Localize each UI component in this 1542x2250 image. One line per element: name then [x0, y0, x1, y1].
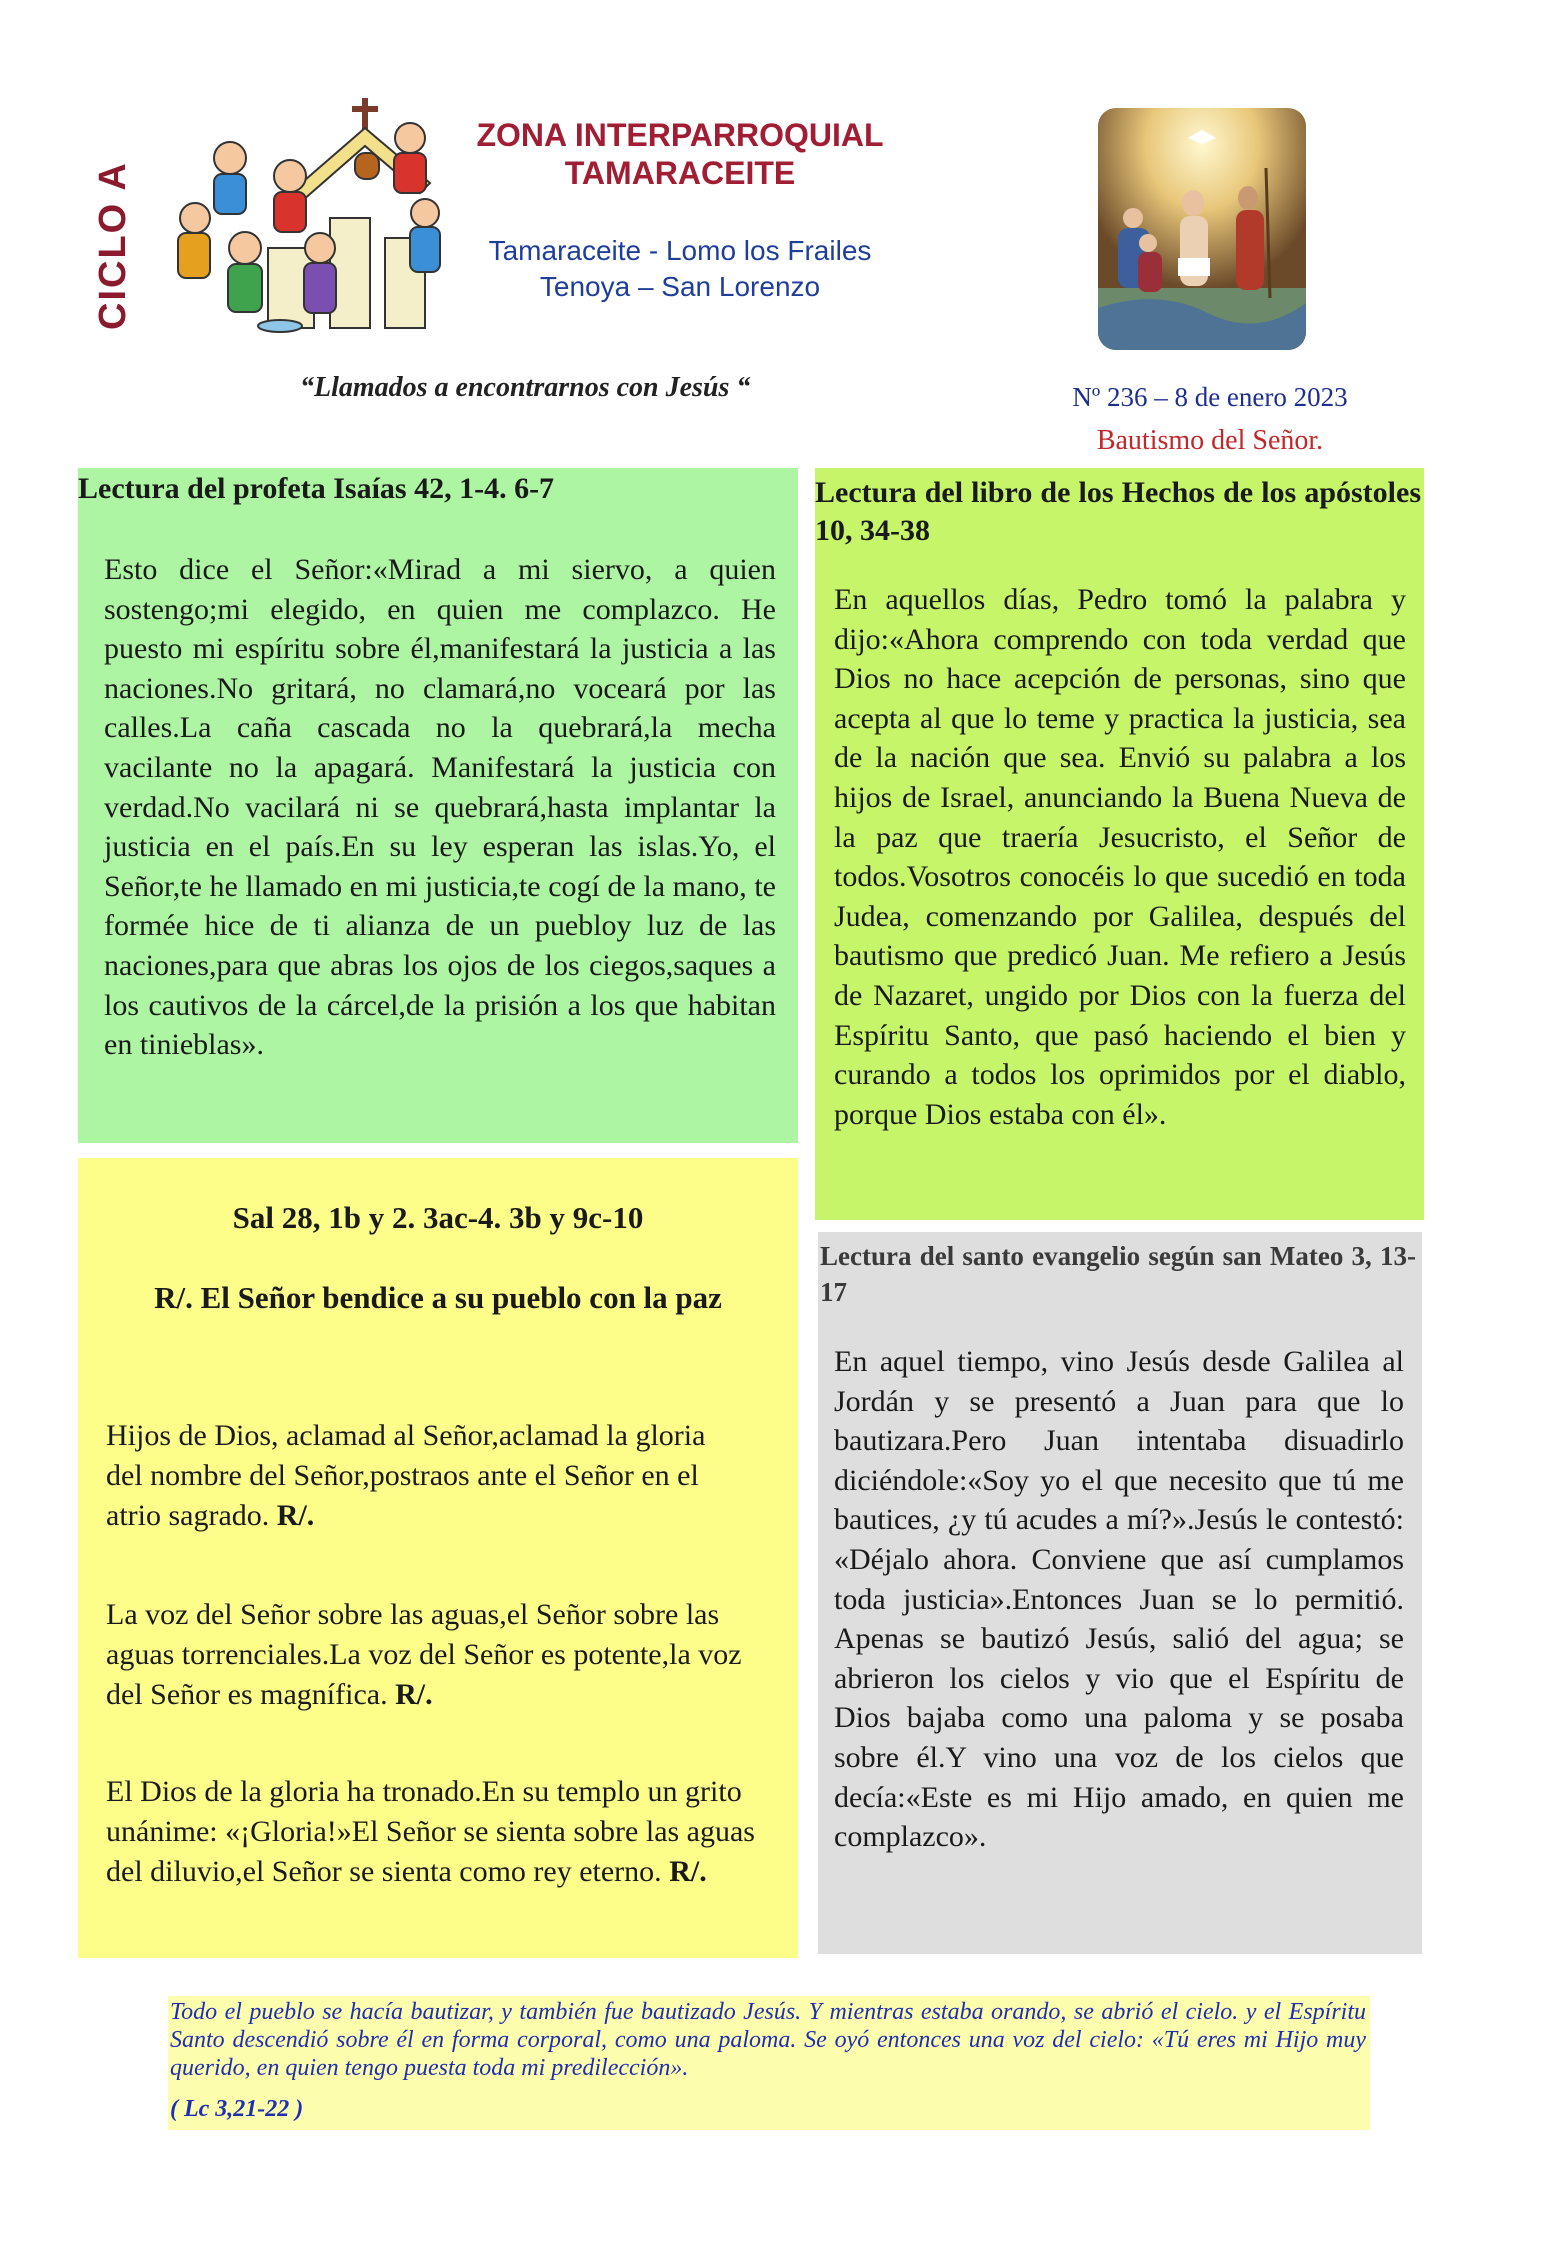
parishes-line2: Tenoya – San Lorenzo: [539, 271, 821, 302]
psalm-stanza-2: [106, 1595, 766, 1715]
psalm-stanza-3-r: R/.: [669, 1855, 707, 1888]
gospel-text: En aquel tiempo, vino Jesús desde Galilea al Jordán y se presentó a Juan para que lo bautizara.Pero Juan intentaba disuadirlo diciéndole:«Soy yo el que necesito que tú me bautices, ¿y tú acudes a mí?».Jesús le contestó: «Déjalo ahora. Conviene que así cumplamos toda justicia».Entonces Juan se lo permitió. Apenas se bautizó Jesús, salió del agua; se abrieron los cielos y vio que el Espíritu de Dios bajaba como una paloma y se posaba sobre él.Y vino una voz de los cielos que decía:«Este es mi Hijo amado, en quien me complazco».: [834, 1345, 1404, 1854]
acts-title: Lectura del libro de los Hechos de los apóstoles 10, 34-38: [815, 476, 1421, 547]
zone-title-line1: ZONA INTERPARROQUIAL: [476, 117, 884, 153]
zone-title-line2: TAMARACEITE: [564, 155, 796, 191]
luke-quote: [168, 1996, 1370, 2130]
gospel-reading: [818, 1232, 1422, 1954]
ciclo-label: CICLO A: [92, 161, 134, 330]
parish-logo-drawing: [170, 98, 445, 338]
psalm-stanza-1: [106, 1416, 746, 1536]
parishes-line1: Tamaraceite - Lomo los Frailes: [488, 235, 872, 266]
psalm-stanza-3: [106, 1772, 766, 1892]
psalm-stanza-2-r: R/.: [395, 1678, 433, 1711]
psalm-section: [78, 1158, 798, 1958]
luke-quote-text: Todo el pueblo se hacía bautizar, y también fue bautizado Jesús. Y mientras estaba orando, se abrió el cielo. y el Espíritu Santo descendió sobre él en forma corporal, como una paloma. Se oyó entonces una voz del cielo: «Tú eres mi Hijo muy querido, en quien tengo puesta toda mi predilección».: [170, 1999, 1366, 2081]
gospel-title: Lectura del santo evangelio según san Mateo 3, 13-17: [820, 1241, 1416, 1307]
luke-quote-ref: ( Lc 3,21-22 ): [170, 2096, 304, 2122]
parish-logo: [170, 98, 445, 338]
psalm-stanza-2-text: La voz del Señor sobre las aguas,el Señor sobre las aguas torrenciales.La voz del Señor es potente,la voz del Señor es magnífica.: [106, 1598, 742, 1711]
zone-title: [440, 116, 920, 192]
psalm-title: Sal 28, 1b y 2. 3ac-4. 3b y 9c-10: [232, 1200, 644, 1235]
psalm-stanza-3-text: El Dios de la gloria ha tronado.En su templo un grito unánime: «¡Gloria!»El Señor se sienta sobre las aguas del diluvio,el Señor se sienta como rey eterno.: [106, 1775, 755, 1888]
isaias-reading: [78, 468, 798, 1143]
psalm-response: R/. El Señor bendice a su pueblo con la paz: [154, 1280, 722, 1315]
feast-title: Bautismo del Señor.: [1096, 425, 1324, 456]
acts-reading: [815, 468, 1424, 1220]
baptism-painting-image: [1098, 108, 1306, 350]
psalm-stanza-1-text: Hijos de Dios, aclamad al Señor,aclamad la gloria del nombre del Señor,postraos ante el Señor en el atrio sagrado.: [106, 1419, 706, 1532]
baptism-painting: [1098, 108, 1306, 350]
isaias-title: Lectura del profeta Isaías 42, 1-4. 6-7: [78, 472, 555, 505]
psalm-stanza-1-r: R/.: [276, 1499, 315, 1532]
parishes-list: [440, 233, 920, 305]
issue-number: Nº 236 – 8 de enero 2023: [1072, 382, 1348, 412]
acts-text: En aquellos días, Pedro tomó la palabra y dijo:«Ahora comprendo con toda verdad que Dios no hace acepción de personas, sino que acepta al que lo teme y practica la justicia, sea de la nación que sea. Envió su palabra a los hijos de Israel, anunciando la Buena Nueva de la paz que traería Jesucristo, el Señor de todos.Vosotros conocéis lo que sucedió en toda Judea, comenzando por Galilea, después del bautismo que predicó Juan. Me refiero a Jesús de Nazaret, ungido por Dios con la fuerza del Espíritu Santo, que pasó haciendo el bien y curando a todos los oprimidos por el diablo, porque Dios estaba con él».: [834, 583, 1406, 1131]
isaias-text: Esto dice el Señor:«Mirad a mi siervo, a quien sostengo;mi elegido, en quien me complazco. He puesto mi espíritu sobre él,manifestará la justicia a las naciones.No gritará, no clamará,no voceará por las calles.La caña cascada no la quebrará,la mecha vacilante no la apagará. Manifestará la justicia con verdad.No vacilará ni se quebrará,hasta implantar la justicia en el país.En su ley esperan las islas.Yo, el Señor,te he llamado en mi justicia,te cogí de la mano, te formée hice de ti alianza de un puebloy luz de las naciones,para que abras los ojos de los ciegos,saques a los cautivos de la cárcel,de la prisión a los que habitan en tinieblas».: [104, 553, 776, 1062]
motto: “Llamados a encontrarnos con Jesús “: [300, 372, 751, 403]
